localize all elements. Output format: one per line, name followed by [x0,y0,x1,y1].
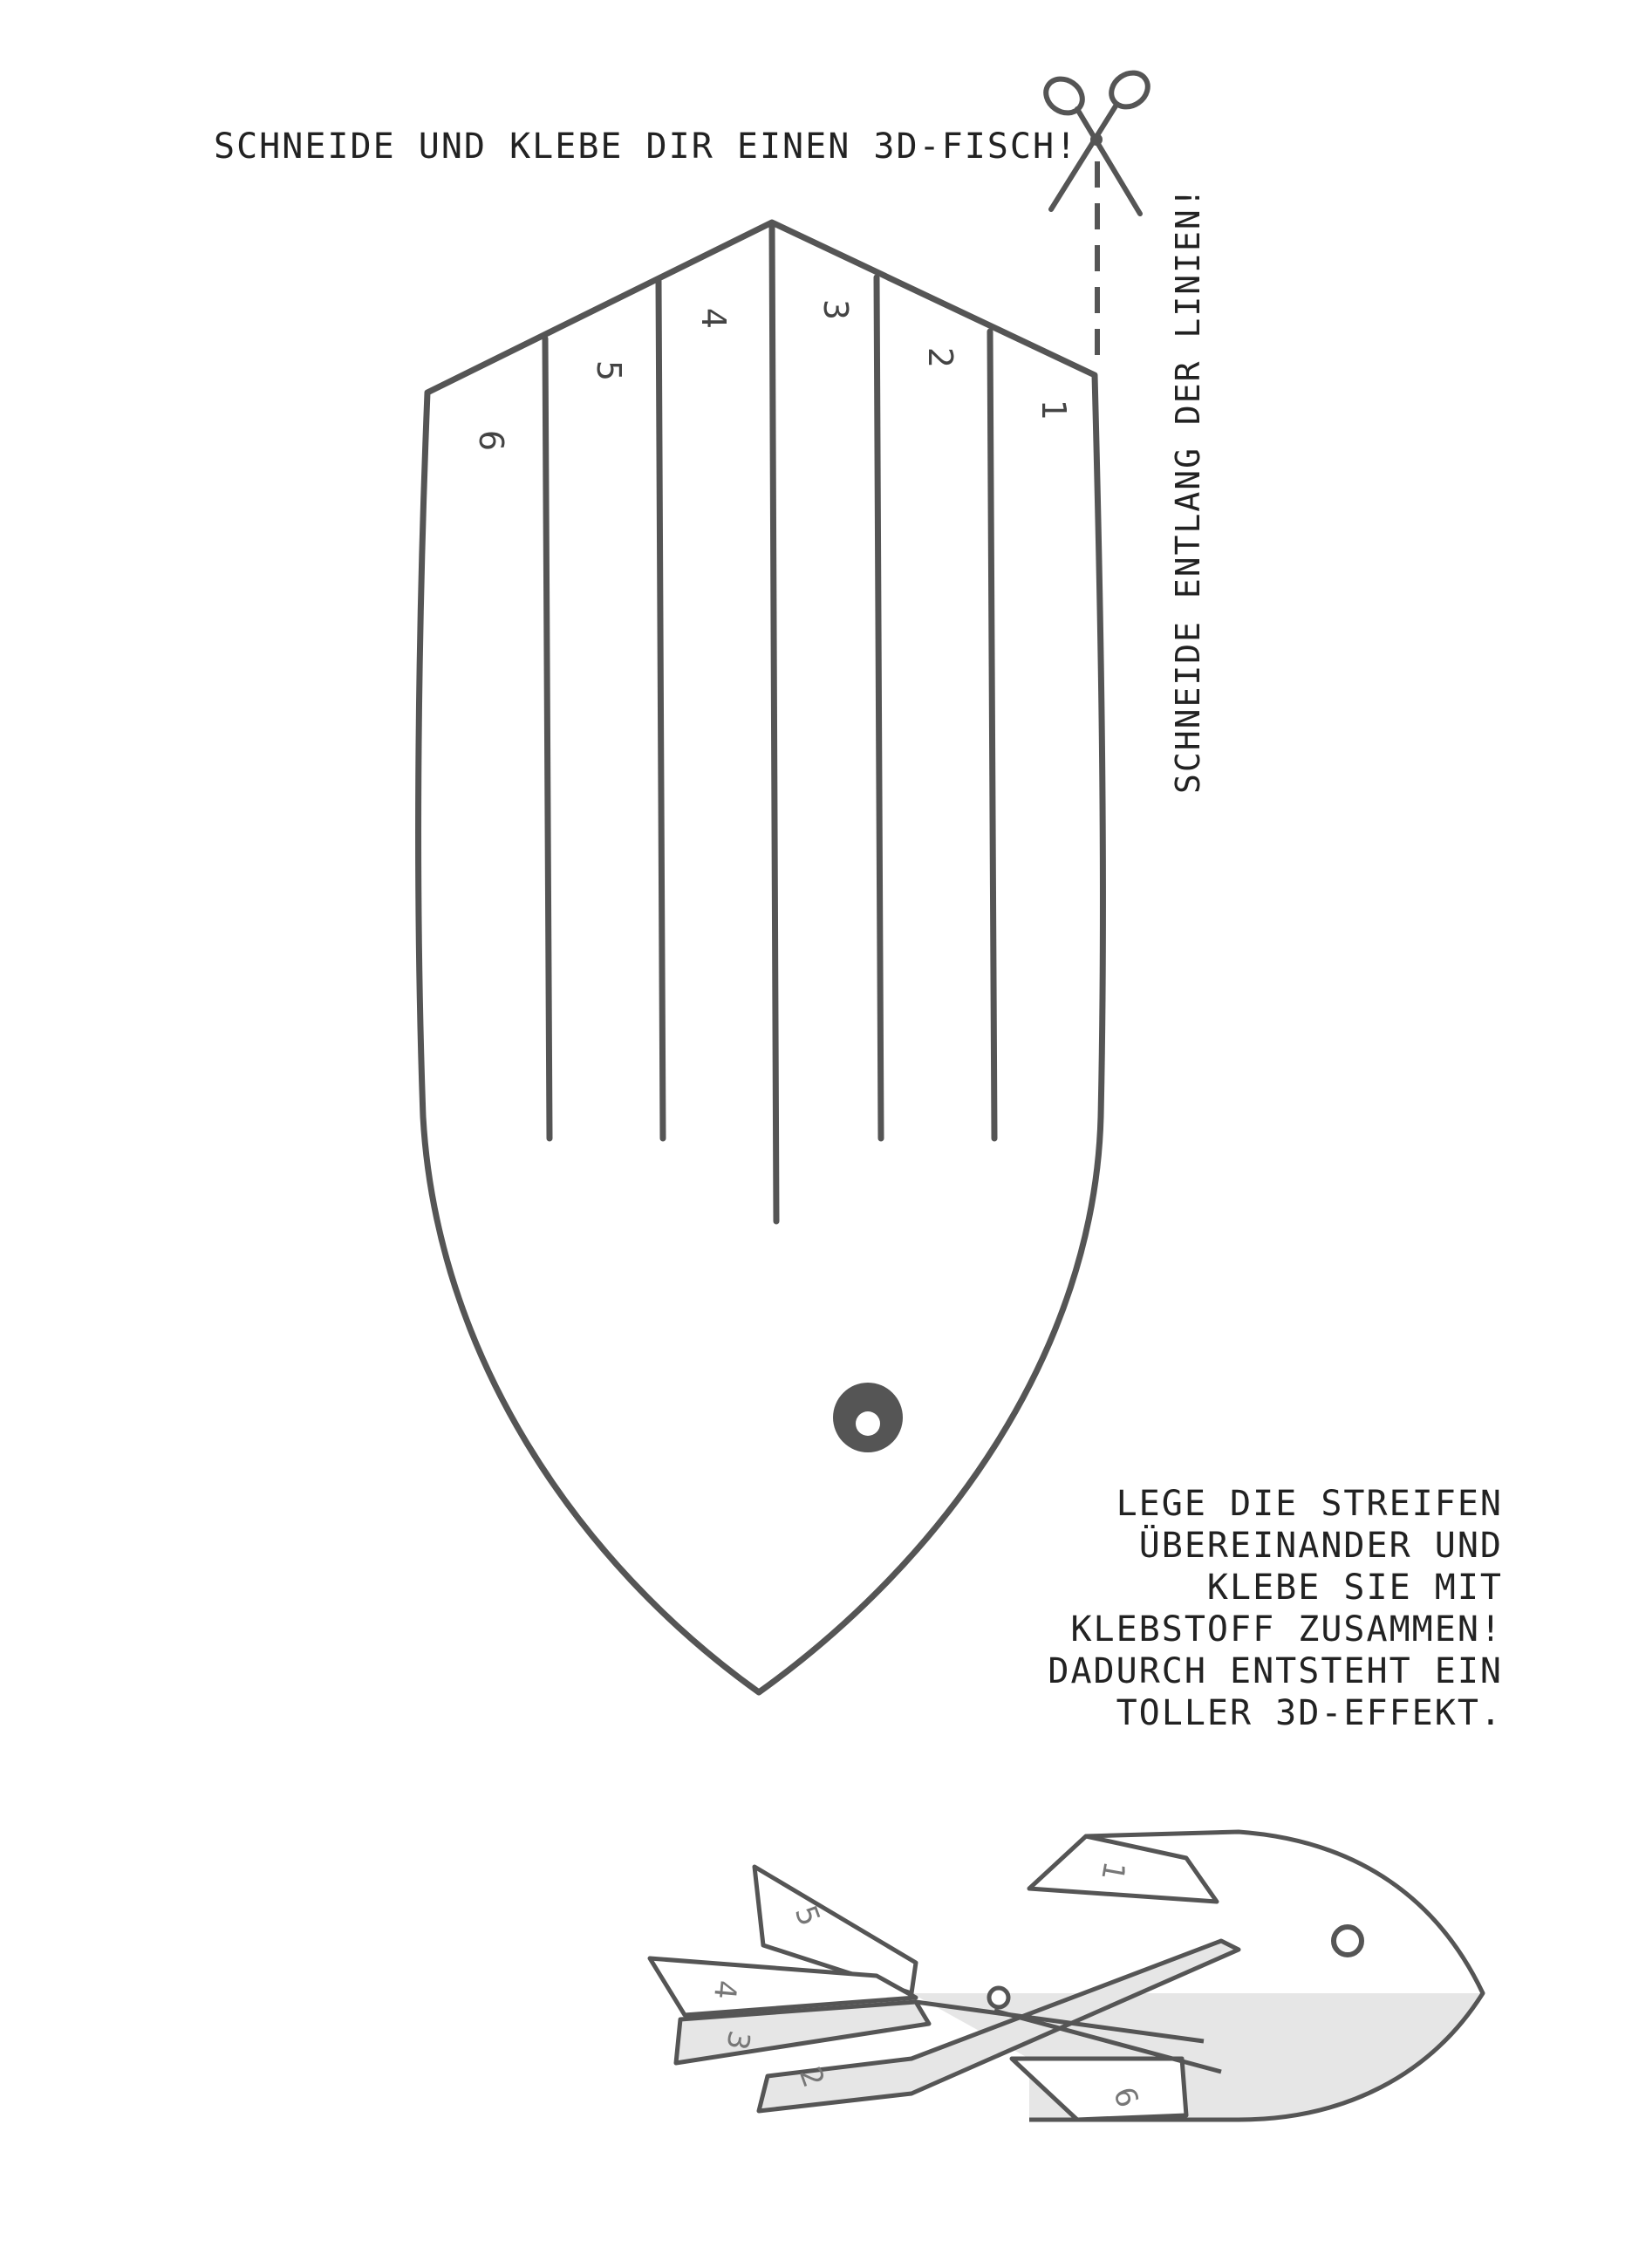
strip-line [877,277,881,1138]
strip-number: 4 [694,307,733,330]
strip-number: 3 [816,298,855,321]
example-3d-fish [650,1832,1483,2120]
strip-line [990,331,994,1138]
fish-eye-icon [833,1383,903,1452]
instruction-line: LEGE DIE STREIFEN [1116,1484,1503,1524]
pin-icon [989,1988,1008,2007]
strip-number: 5 [590,359,628,382]
strip-number: 6 [472,429,510,452]
example-strip-number: 2 [791,2062,831,2093]
instruction-line: ÜBEREINANDER UND [1138,1526,1503,1566]
example-strip-number: 6 [1105,2082,1145,2113]
cut-instruction: SCHNEIDE ENTLANG DER LINIEN! [1169,186,1207,794]
example-strip-number: 5 [787,1901,827,1931]
scissors-icon [1040,66,1155,214]
instruction-line: DADURCH ENTSTEHT EIN [1048,1651,1503,1691]
instruction-line: KLEBSTOFF ZUSAMMEN! [1070,1609,1503,1650]
example-strip-number: 4 [707,1978,743,2001]
strip-number: 2 [921,346,959,369]
strip-line [659,281,663,1138]
strip-number: 1 [1034,399,1073,421]
strip-line [772,225,776,1221]
example-strip-number: 1 [1094,1858,1132,1884]
page-title: SCHNEIDE UND KLEBE DIR EINEN 3D-FISCH! [214,126,1079,167]
strip-line [545,338,550,1138]
fish-template-outline [419,222,1103,1692]
fish-eye-icon [1334,1927,1362,1955]
instruction-line: TOLLER 3D-EFFEKT. [1116,1693,1503,1733]
instruction-line: KLEBE SIE MIT [1206,1568,1503,1608]
example-strip-number: 3 [719,2027,757,2053]
